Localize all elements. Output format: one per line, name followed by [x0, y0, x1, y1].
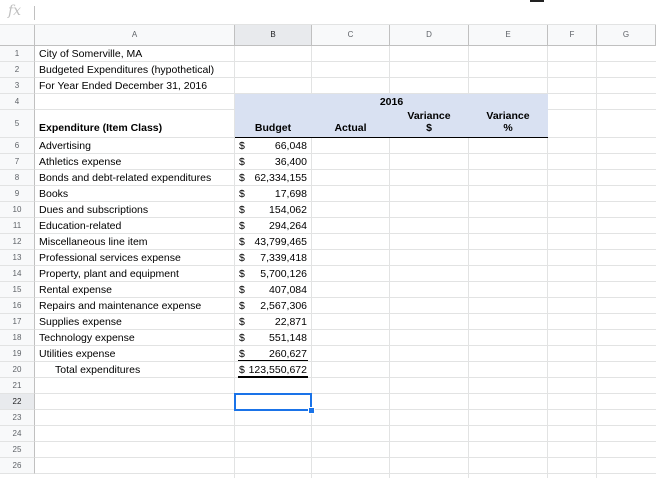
column-header-d[interactable]: D — [390, 25, 469, 45]
item-currency: $ — [239, 332, 245, 344]
title-line-1: City of Somerville, MA — [39, 48, 143, 60]
row-header-6[interactable]: 6 — [0, 138, 35, 154]
row-header-8[interactable]: 8 — [0, 170, 35, 186]
row-header-17[interactable]: 17 — [0, 314, 35, 330]
item-currency: $ — [239, 316, 245, 328]
total-currency: $ — [239, 364, 245, 376]
item-class-header: Expenditure (Item Class) — [39, 122, 163, 134]
select-all-corner[interactable] — [0, 25, 35, 45]
item-label: Miscellaneous line item — [39, 236, 148, 248]
item-label: Dues and subscriptions — [39, 204, 149, 216]
item-amount: 36,400 — [274, 156, 307, 168]
item-currency: $ — [239, 300, 245, 312]
year-header: 2016 — [379, 96, 404, 108]
item-currency: $ — [239, 188, 245, 200]
gridline — [35, 457, 656, 458]
row-header-3[interactable]: 3 — [0, 78, 35, 94]
gridline — [35, 409, 656, 410]
row-header-23[interactable]: 23 — [0, 410, 35, 426]
row-header-25[interactable]: 25 — [0, 442, 35, 458]
item-label: Advertising — [39, 140, 91, 152]
row-header-12[interactable]: 12 — [0, 234, 35, 250]
item-amount: 66,048 — [274, 140, 307, 152]
gridline — [35, 441, 656, 442]
column-header-e[interactable]: E — [469, 25, 548, 45]
item-label: Bonds and debt-related expenditures — [39, 172, 212, 184]
item-amount: 551,148 — [269, 332, 307, 344]
row-header-26[interactable]: 26 — [0, 458, 35, 474]
gridline — [35, 473, 656, 474]
column-header-b[interactable]: B — [235, 25, 312, 45]
row-header-10[interactable]: 10 — [0, 202, 35, 218]
item-amount: 62,334,155 — [254, 172, 307, 184]
item-amount: 43,799,465 — [254, 236, 307, 248]
total-amount: 123,550,672 — [248, 364, 307, 376]
variance-pct-header-line1: Variance — [486, 110, 530, 122]
item-label: Books — [39, 188, 69, 200]
item-amount: 407,084 — [269, 284, 307, 296]
selected-cell-b22[interactable] — [234, 393, 312, 411]
row-header-4[interactable]: 4 — [0, 94, 35, 110]
item-label: Property, plant and equipment — [39, 268, 179, 280]
item-label: Rental expense — [39, 284, 112, 296]
item-label: Repairs and maintenance expense — [39, 300, 202, 312]
item-amount: 294,264 — [269, 220, 307, 232]
variance-dollar-header-line2: $ — [426, 122, 432, 134]
subtotal-underline — [238, 360, 308, 361]
row-header-22[interactable]: 22 — [0, 394, 35, 410]
fx-icon: fx — [8, 3, 22, 19]
column-headers — [0, 25, 656, 46]
item-currency: $ — [239, 348, 245, 360]
formula-bar-divider — [34, 6, 35, 20]
item-currency: $ — [239, 220, 245, 232]
gridline — [596, 46, 597, 478]
item-currency: $ — [239, 236, 245, 248]
total-label: Total expenditures — [55, 364, 141, 376]
formula-bar — [0, 0, 656, 25]
variance-pct-header-line2: % — [503, 122, 513, 134]
item-currency: $ — [239, 172, 245, 184]
gridline — [35, 393, 656, 394]
item-currency: $ — [239, 140, 245, 152]
variance-dollar-header-line1: Variance — [407, 110, 451, 122]
total-double-underline — [238, 376, 308, 378]
row-header-13[interactable]: 13 — [0, 250, 35, 266]
item-currency: $ — [239, 268, 245, 280]
item-label: Supplies expense — [39, 316, 122, 328]
row-header-2[interactable]: 2 — [0, 62, 35, 78]
column-header-a[interactable]: A — [35, 25, 235, 45]
item-label: Utilities expense — [39, 348, 116, 360]
row-header-20[interactable]: 20 — [0, 362, 35, 378]
row-header-7[interactable]: 7 — [0, 154, 35, 170]
item-currency: $ — [239, 204, 245, 216]
fill-handle[interactable] — [308, 407, 315, 414]
item-amount: 17,698 — [274, 188, 307, 200]
title-line-3: For Year Ended December 31, 2016 — [39, 80, 208, 92]
row-header-19[interactable]: 19 — [0, 346, 35, 362]
column-header-g[interactable]: G — [597, 25, 656, 45]
item-label: Technology expense — [39, 332, 135, 344]
item-currency: $ — [239, 284, 245, 296]
row-header-21[interactable]: 21 — [0, 378, 35, 394]
item-amount: 7,339,418 — [260, 252, 307, 264]
toolbar-indicator — [530, 0, 544, 2]
row-header-18[interactable]: 18 — [0, 330, 35, 346]
row-header-11[interactable]: 11 — [0, 218, 35, 234]
row-header-9[interactable]: 9 — [0, 186, 35, 202]
row-header-16[interactable]: 16 — [0, 298, 35, 314]
item-label: Athletics expense — [39, 156, 122, 168]
item-amount: 260,627 — [269, 348, 307, 360]
item-amount: 2,567,306 — [260, 300, 307, 312]
gridline — [35, 425, 656, 426]
budget-header: Budget — [254, 122, 292, 134]
row-header-5[interactable]: 5 — [0, 110, 35, 138]
gridline — [35, 153, 656, 154]
row-header-14[interactable]: 14 — [0, 266, 35, 282]
row-header-15[interactable]: 15 — [0, 282, 35, 298]
title-line-2: Budgeted Expenditures (hypothetical) — [39, 64, 215, 76]
actual-header: Actual — [334, 122, 367, 134]
column-header-f[interactable]: F — [548, 25, 597, 45]
item-label: Professional services expense — [39, 252, 181, 264]
row-header-24[interactable]: 24 — [0, 426, 35, 442]
item-amount: 5,700,126 — [260, 268, 307, 280]
item-label: Education-related — [39, 220, 122, 232]
item-currency: $ — [239, 156, 245, 168]
column-header-c[interactable]: C — [312, 25, 390, 45]
item-currency: $ — [239, 252, 245, 264]
item-amount: 22,871 — [274, 316, 307, 328]
item-amount: 154,062 — [269, 204, 307, 216]
row-header-1[interactable]: 1 — [0, 46, 35, 62]
